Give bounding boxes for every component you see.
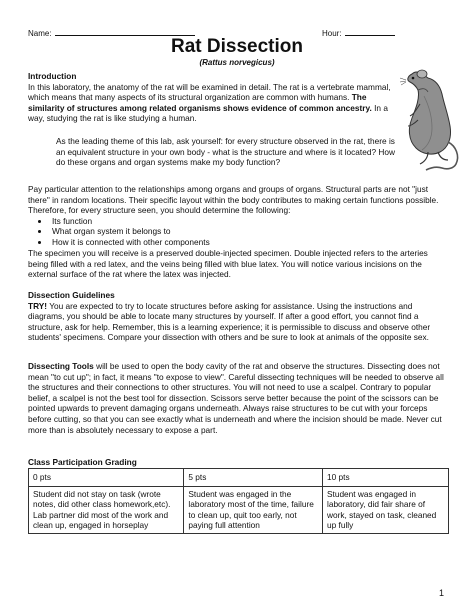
guidelines-paragraph <box>28 301 450 343</box>
rat-icon <box>398 64 462 172</box>
page-number: 1 <box>438 588 444 599</box>
grading-cell: Student was engaged in the laboratory most of the time, failure to clean up, quit too early, not paying full attention <box>184 486 323 533</box>
page-subtitle: (Rattus norvegicus) <box>199 58 275 67</box>
grading-heading: Class Participation Grading <box>28 457 137 467</box>
organs-paragraph: Pay particular attention to the relationships among organs and groups of organs. Structural parts are not "just there" in random locations. Their specific layout within the body contributes to making certain functions possible. Therefore, for every structure seen, you should determine the following: <box>28 184 439 216</box>
guidelines-section <box>28 290 450 343</box>
checklist-item: • What organ system it belongs to <box>50 226 450 237</box>
grading-column-header: 5 pts <box>184 469 323 487</box>
hour-blank-line <box>345 27 395 36</box>
introduction-heading: Introduction <box>28 71 77 81</box>
introduction-section <box>28 71 398 124</box>
grading-column-header: 10 pts <box>322 469 448 487</box>
introduction-text: In this laboratory, the anatomy of the rat will be examined in detail. The rat is a vertebrate mammal, which means that many aspects of its structural organization are common with humans. <box>28 81 391 103</box>
tools-paragraph <box>28 361 450 435</box>
grading-cell: Student did not stay on task (wrote notes, did other class homework,etc). Lab partner did most of the work and clean up, engaged in horseplay <box>29 486 184 533</box>
checklist-item: • How it is connected with other components <box>50 237 450 248</box>
name-label: Name: <box>28 29 52 38</box>
leading-theme-quote: As the leading theme of this lab, ask yourself: for every structure observed in the rat, there is an equivalent structure in your own body - what is the structure and where is it located? How do these organs and organ systems make my body function? <box>56 136 395 168</box>
introduction-text-end: In a way, studying the rat is like studying a human. <box>28 102 388 124</box>
tools-section <box>28 361 450 435</box>
grading-header-row <box>29 469 449 487</box>
introduction-paragraph <box>28 82 398 124</box>
tools-lead: Dissecting Tools <box>28 361 94 371</box>
guidelines-lead: TRY! <box>28 300 48 311</box>
organs-section <box>28 184 450 248</box>
table-row <box>29 486 449 533</box>
name-blank-line <box>55 27 195 36</box>
grading-table <box>28 468 449 534</box>
grading-column-header: 0 pts <box>29 469 184 487</box>
guidelines-heading: Dissection Guidelines <box>28 290 115 300</box>
introduction-emphasis: The similarity of structures among related organisms shows evidence of common ancestry. <box>28 92 372 113</box>
hour-label: Hour: <box>322 29 342 38</box>
specimen-paragraph: The specimen you will receive is a preserved double-injected specimen. Double injected refers to the arteries being filled with a red latex, and the veins being filled with blue latex. You will notice various incisions on the external surface of the rat where the latex was injected. <box>28 248 428 280</box>
page-title: Rat Dissection <box>171 36 303 57</box>
grading-cell: Student was engaged in laboratory, did fair share of work, stayed on task, cleaned up fully <box>322 486 448 533</box>
checklist-item: • Its function <box>50 216 450 227</box>
tools-text: will be used to open the body cavity of the rat and observe the structures. Dissecting does not mean "to cut up"; in fact, it means "to expose to view". Careful dissecting techniques will be needed to observe all the structures and their connections to other structures. You will not need to use a scalpel. Contrary to popular belief, a scalpel is not the best tool for dissection. Scissors serve better because the point of the scissors can be pointed upwards to prevent damaging organs underneath. Always raise structures to be cut with your forceps before cutting, so that you can see exactly what is underneath and where the incision should be made. Never cut more than is absolutely necessary to expose a part. <box>28 361 444 435</box>
structure-checklist <box>28 216 450 248</box>
guidelines-text: You are expected to try to locate structures before asking for assistance. Using the instructions and diagrams, you should be able to locate many structures by yourself. If after a good effort, you cannot find a structure, ask for help. Remember, this is a learning experience; it is permissible to discuss and observe other students' specimens. Compare your dissection with others and be sure to look at animals of the opposite sex. <box>28 300 431 343</box>
